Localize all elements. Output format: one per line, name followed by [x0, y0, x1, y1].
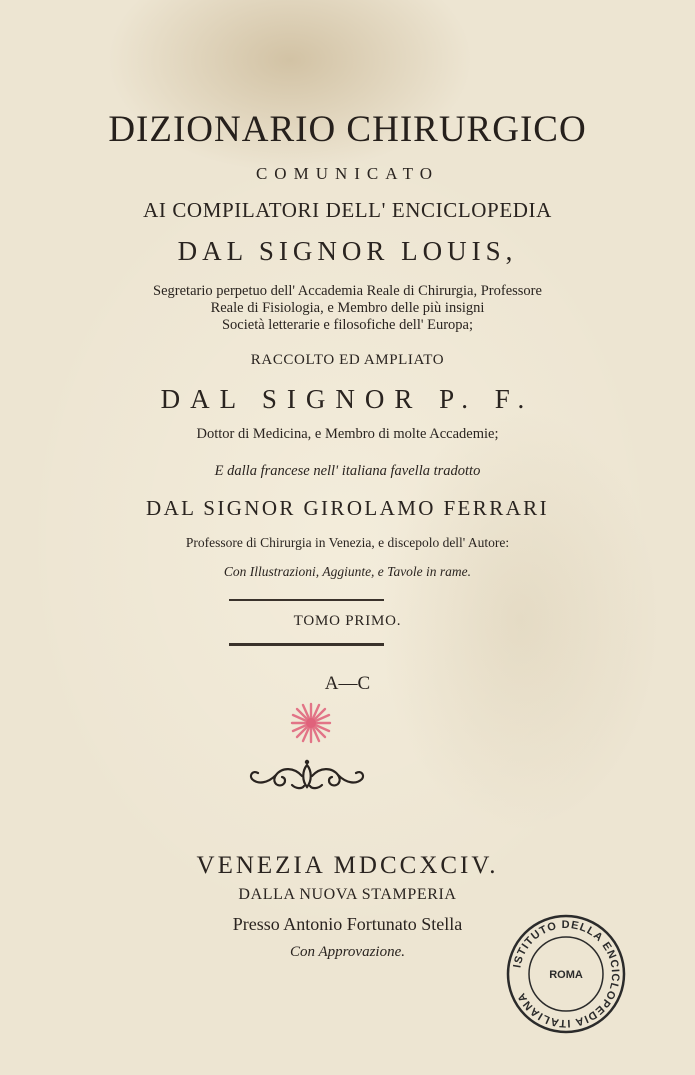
author-line: DAL SIGNOR LOUIS,	[177, 236, 518, 266]
divider-bottom	[229, 643, 384, 646]
translator-line: DAL SIGNOR GIROLAMO FERRARI	[146, 496, 549, 520]
stamp-inner-text: ROMA	[549, 969, 583, 981]
raccolto-line: RACCOLTO ED AMPLIATO	[250, 352, 445, 368]
book-title: DIZIONARIO CHIRURGICO	[108, 109, 587, 150]
author-description-line-1: Segretario perpetuo dell' Accademia Reale di Chirurgia, Professore	[153, 283, 542, 299]
translation-note: E dalla francese nell' italiana favella tradotto	[214, 463, 481, 479]
subtitle-comunicato: COMUNICATO	[255, 164, 440, 183]
editor-line: DAL SIGNOR P. F.	[160, 384, 535, 414]
red-stamp-mark-icon	[288, 700, 334, 746]
divider-top	[229, 599, 384, 601]
volume-label: TOMO PRIMO.	[293, 613, 402, 629]
translator-description: Professore di Chirurgia in Venezia, e discepolo dell' Autore:	[185, 535, 510, 550]
typographic-ornament-icon	[246, 757, 368, 795]
library-stamp-seal	[504, 912, 628, 1036]
imprint-approval: Con Approvazione.	[290, 944, 405, 960]
illustrations-note: Con Illustrazioni, Aggiunte, e Tavole in rame.	[223, 564, 472, 579]
imprint-place-year: VENEZIA MDCCXCIV.	[196, 852, 499, 879]
volume-range: A—C	[324, 673, 371, 694]
stamp-outer-text: ISTITUTO DELLA ENCICLOPEDIA ITALIANA	[511, 918, 622, 1030]
subtitle-compilatori: AI COMPILATORI DELL' ENCICLOPEDIA	[143, 198, 552, 222]
editor-description: Dottor di Medicina, e Membro di molte Accademie;	[196, 426, 499, 442]
author-description-line-2: Reale di Fisiologia, e Membro delle più insigni	[210, 300, 485, 316]
imprint-printer: Presso Antonio Fortunato Stella	[232, 914, 463, 934]
author-description-line-3: Società letterarie e filosofiche dell' Europa;	[221, 317, 474, 333]
imprint-press: DALLA NUOVA STAMPERIA	[238, 886, 457, 903]
